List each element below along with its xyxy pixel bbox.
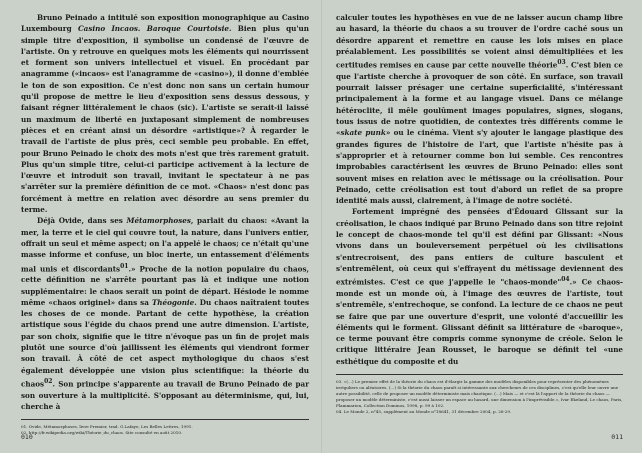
right-body-text: [336, 12, 623, 367]
text-run: , parlait du chaos: «Avant la mer, la terre et le ciel qui couvre tout, la nature, dans l'univers entier, offrait un seul et même aspect; on l'a appelé le chaos; ce n'était qu'une masse informe et confuse, un bloc inerte, un entassement d'éléments mal unis et discordants: [21, 216, 309, 273]
text-run: calculer toutes les hypothèses en vue de ne laisser aucun champ libre au hasard, la théorie du chaos a su trouver de l'ordre caché sous un désordre apparent et remettre en cause les lois mises en place préalablement. Les possibilités se voient ainsi démultipliées et les certitudes remises en cause par cette nouvelle théorie: [336, 13, 623, 70]
text-run: Bien plus qu'un simple titre d'exposition, il symbolise un condensé de l'œuvre de l'artiste. On y retrouve en quelques mots les éléments qui nourrissent et forment son univers intellectuel et visuel. En procédant par anagramme («incaos» est l'anagramme de «casino»), il donne d'emblée le ton de son exposition. Ce n'est donc non sans un certain humour qu'il propose de mettre le lieu d'exposition sens dessus dessous, y faisant régner littéralement le chaos (sic). L'artiste se serait-il laissé un maximum de liberté en juxtaposant simplement de nombreuses pièces et en créant ainsi un désordre «artistique»? À regarder le travail de l'artiste de plus près, ceci semble peu probable. En effet, pour Bruno Peinado le choix des mots n'est que très rarement gratuit. Plus qu'un simple titre, celui-ci participe activement à la lecture de l'œuvre et introduit son travail, invitant le spectateur à ne pas s'arrêter sur la première définition de ce mot. «Chaos» n'est donc pas forcément à mettre en relation avec désordre au sens premier du terme.: [21, 24, 309, 215]
footnote-divider: [21, 419, 309, 420]
page-number: 011: [611, 433, 623, 441]
text-run: .» Ce chaos-monde est un monde où, à l'image des œuvres de l'artiste, tout s'entremêle, s'entrechoque, se confond. La lecture de ce chaos ne peut se faire que par une ouverture d'esprit, une volonté d'accueillir les éléments qui le forment. Glissant définit sa littérature de «baroque», ce terme pouvant être compris comme synonyme de créole. Selon le critique littéraire Jean Rousset, le baroque se définit tel «une esthétique du composite et du: [336, 277, 623, 366]
text-run: Déjà Ovide, dans ses: [37, 216, 127, 226]
italic-term: skate punk: [340, 128, 386, 138]
left-paragraph-1: [21, 12, 309, 215]
page-number: 010: [21, 433, 33, 441]
text-run: .» Proche de la notion populaire du chaos, cette définition ne s'arrête pourtant pas là et indique une notion supplémentaire: le chaos serait un point de départ. Hésiode le nomme même «chaos originel» dans sa: [21, 263, 309, 307]
right-footnotes: [336, 379, 623, 415]
footnote: 04. Le Monde 2, n°45, supplément au Monde n°18641, 31 décembre 2004, p. 26-29.: [336, 408, 512, 414]
footnote-divider: [336, 374, 623, 375]
right-paragraph-1: [336, 12, 623, 206]
right-paragraph-2: [336, 206, 623, 367]
text-run: . Son principe s'apparente au travail de Bruno Peinado de par son ouverture à la multiplicité. S'opposant au déterminisme, qui, lui, cherche à: [21, 379, 309, 411]
text-run: . C'est bien ce que l'artiste cherche à provoquer de son côté. En surface, son travail pourrait laisser présager une certaine superficialité, s'intéressant principalement à la forme et au langage visuel. Dans ce mélange hétéroclite, il mêle goulûment images populaires, signes, slogans, tous issus de notre quotidien, de contextes très différents comme le «: [336, 60, 623, 138]
footnote: 01. Ovide, Métamorphoses, livre Premier, trad. G.Lafaye, Les Belles Lettres, 1991.: [21, 424, 193, 430]
left-paragraph-2: [21, 215, 309, 412]
footnote-ref: 04: [561, 276, 570, 284]
text-run: Bruno Peinado a intitulé son exposition monographique au Casino Luxembourg: [21, 13, 309, 34]
left-footnotes: [21, 424, 309, 436]
footnote: 02. http://fr.wikipedia.org/wiki/Théorie_du_chaos. Site consulté en août 2010.: [21, 430, 183, 436]
footnote-ref: 02: [44, 377, 53, 385]
text-run: . Du chaos naîtraient toutes les choses de ce monde. Partant de cette hypothèse, la création artistique sous l'égide du chaos prend une autre dimension. L'artiste, par son choix, signifie que le titre n'évoque pas un fin de projet mais plutôt une source d'où jaillissent les éléments qui viendront former son travail. À côté de cet aspect mythologique du chaos s'est également développée une vision plus scientifique: la théorie du chaos: [21, 297, 309, 389]
footnote: 03. «(…) Le premier effet de la théorie du chaos est d'élargir la gamme des modèles disponibles pour représenter des phénomènes irréguliers ou aléatoires. (…) Si la théorie du chaos paraît si intéressante aux chercheurs de ces disciplines, c'est qu'elle leur ouvre une autre possibilité, celle de proposer un modèle déterministe mais chaotique. (…) Mais — et c'est là l'apport de la théorie du chaos — proposer un modèle déterministe, c'est aussi laisser un espace au hasard, une dimension à l'imprévisible.», Ivar Ekeland, Le chaos, Paris, Flammarion, Collection Dominos, 1998, p. 99 à 102.: [336, 378, 623, 408]
exhibition-title: Casino Incaos. Baroque Courtoisie.: [77, 24, 232, 34]
right-page: [321, 0, 642, 453]
footnote-ref: 01: [120, 262, 129, 270]
book-title: Métamorphoses: [126, 216, 191, 226]
text-run: Fortement imprégné des pensées d'Édouard Glissant sur la créolisation, le chaos indiqué par Bruno Peinado dans son titre rejoint le concept de chaos-monde tel qu'il est défini par Glissant: «Nous vivons dans un bouleversement perpétuel où les civilisations s'entrecroisent, des pans entiers de culture basculent et s'entremêlent, où ceux qui s'effrayent du métissage deviennent des extrémistes. C'est ce que j'appelle le "chaos-monde": [336, 207, 623, 287]
text-run: » ou le cinéma. Vient s'y ajouter le langage plastique des grandes figures de l'histoire de l'art, que l'artiste n'hésite pas à s'approprier et à retourner comme bon lui semble. Ces rencontres improbables caractérisent les œuvres de Bruno Peinado: elles sont souvent mises en relation avec le métissage ou la créolisation. Pour Peinado, cette créolisation est tout d'abord un reflet de sa propre identité mais aussi, clairement, à l'image de notre société.: [336, 128, 623, 206]
book-title: Théogonie: [151, 297, 195, 307]
footnote-ref: 03: [557, 59, 566, 67]
left-body-text: [21, 12, 309, 412]
